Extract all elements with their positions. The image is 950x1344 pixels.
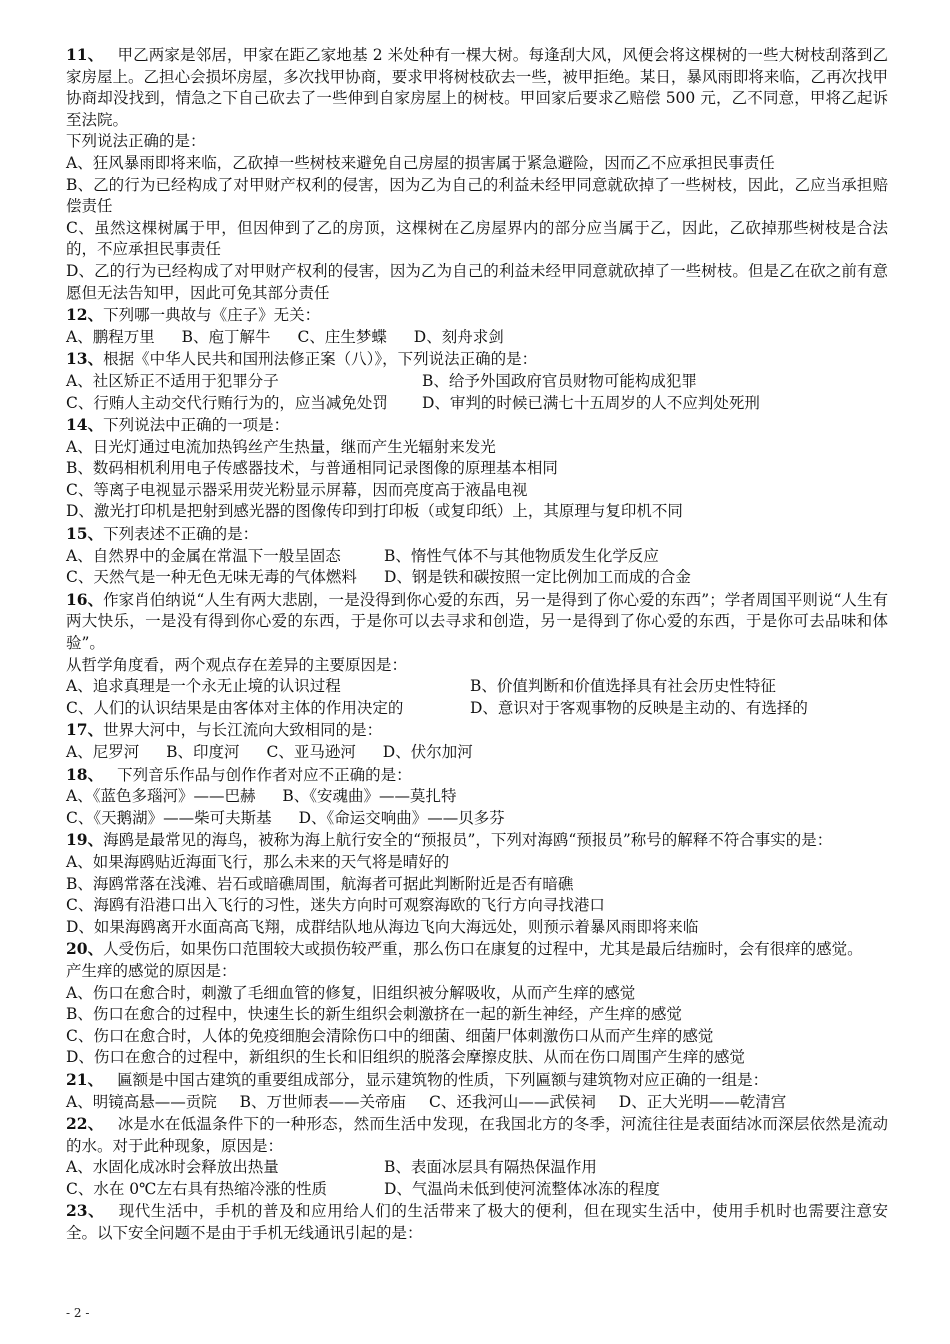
question-12 xyxy=(66,304,888,327)
options-row xyxy=(66,698,888,720)
question-stem: 甲乙两家是邻居，甲家在距乙家地基 2 米处种有一棵大树。每逢刮大风，风便会将这棵树的一些大树枝刮落到乙家房屋上。乙担心会损坏房屋，多次找甲协商，要求甲将树枝砍去一些，被甲拒绝。某日，暴风雨即将来临，乙再次找甲协商却没找到，情急之下自己砍去了一些伸到自家房屋上的树枝。甲回家后要求乙赔偿 500 元，乙不同意，甲将乙起诉至法院。 xyxy=(66,46,888,129)
question-stem: 下列哪一典故与《庄子》无关： xyxy=(103,306,321,325)
option-c: C、亚马逊河 xyxy=(266,743,356,761)
question-15 xyxy=(66,523,888,546)
question-stem: 下列表述不正确的是： xyxy=(103,525,259,544)
option-a: A、《蓝色多瑙河》——巴赫 xyxy=(66,787,256,806)
question-11 xyxy=(66,44,888,131)
option-b: B、表面冰层具有隔热保温作用 xyxy=(384,1158,597,1177)
option-b: B、乙的行为已经构成了对甲财产权利的侵害，因为乙为自己的利益未经甲同意就砍掉了一些树枝，因此，乙应当承担赔偿责任 xyxy=(66,175,888,216)
option-c: C、虽然这棵树属于甲，但因伸到了乙的房顶，这棵树在乙房屋界内的部分应当属于乙，因此，乙砍掉那些树枝是合法的，不应承担民事责任 xyxy=(66,218,888,259)
option-a: A、伤口在愈合时，刺激了毛细血管的修复，旧组织被分解吸收，从而产生痒的感觉 xyxy=(66,983,636,1002)
option-a: A、如果海鸥贴近海面飞行，那么未来的天气将是晴好的 xyxy=(66,852,450,871)
option-c: C、《天鹅湖》——柴可夫斯基 xyxy=(66,808,272,827)
option-c: C、人们的认识结果是由客体对主体的作用决定的 xyxy=(66,698,404,717)
option-d: D、审判的时候已满七十五周岁的人不应判处死刑 xyxy=(422,393,760,412)
question-21 xyxy=(66,1069,888,1092)
option-c: C、等离子电视显示器采用荧光粉显示屏幕，因而亮度高于液晶电视 xyxy=(66,480,528,499)
option-b: B、万世师表——关帝庙 xyxy=(239,1092,407,1111)
option-b: B、惰性气体不与其他物质发生化学反应 xyxy=(384,546,659,565)
question-number: 14、 xyxy=(66,415,104,435)
option-d: D、乙的行为已经构成了对甲财产权利的侵害，因为乙为自己的利益未经甲同意就砍掉了一些树枝。但是乙在砍之前有意愿但无法告知甲，因此可免其部分责任 xyxy=(66,261,888,302)
question-stem: 下列说法中正确的一项是： xyxy=(103,416,290,435)
question-number: 15、 xyxy=(66,524,104,544)
question-stem: 匾额是中国古建筑的重要组成部分，显示建筑物的性质，下列匾额与建筑物对应正确的一组是： xyxy=(117,1070,769,1089)
options-row xyxy=(66,786,888,808)
option-c: C、庄生梦蝶 xyxy=(297,327,387,346)
question-16 xyxy=(66,589,888,655)
question-number: 18、 xyxy=(66,764,104,784)
option-b: B、印度河 xyxy=(166,743,240,761)
option-a: A、狂风暴雨即将来临，乙砍掉一些树枝来避免自己房屋的损害属于紧急避险，因而乙不应承担民事责任 xyxy=(66,153,775,172)
question-stem: 海鸥是最常见的海鸟，被称为海上航行安全的“预报员”，下列对海鸥“预报员”称号的解释不符合事实的是： xyxy=(103,831,833,850)
option-c: C、海鸥有沿港口出入飞行的习性，迷失方向时可观察海欧的飞行方向寻找港口 xyxy=(66,896,605,915)
question-19 xyxy=(66,829,888,852)
option-d: D、正大光明——乾清宫 xyxy=(618,1092,787,1111)
question-number: 23、 xyxy=(66,1201,105,1221)
option-b: B、价值判断和价值选择具有社会历史性特征 xyxy=(470,677,776,696)
option-d: D、意识对于客观事物的反映是主动的、有选择的 xyxy=(470,698,808,717)
option-d: D、伤口在愈合的过程中，新组织的生长和旧组织的脱落会摩擦皮肤、从而在伤口周围产生痒的感觉 xyxy=(66,1048,745,1067)
option-d: D、气温尚未低到使河流整体冰冻的程度 xyxy=(384,1179,660,1198)
options-row xyxy=(66,393,888,415)
option-a: A、追求真理是一个永无止境的认识过程 xyxy=(66,677,341,696)
option-a: A、社区矫正不适用于犯罪分子 xyxy=(66,371,279,390)
question-14 xyxy=(66,414,888,437)
question-prompt: 产生痒的感觉的原因是： xyxy=(66,961,237,980)
question-17 xyxy=(66,719,888,742)
question-number: 12、 xyxy=(66,305,104,325)
option-d: D、激光打印机是把射到感光器的图像传印到打印板（或复印纸）上，其原理与复印机不同 xyxy=(66,502,683,521)
question-stem: 世界大河中，与长江流向大致相同的是： xyxy=(103,721,383,740)
question-13 xyxy=(66,348,888,371)
page-number: - 2 - xyxy=(66,1306,90,1320)
question-stem: 冰是水在低温条件下的一种形态，然而生活中发现，在我国北方的冬季，河流往往是表面结冰而深层依然是流动的水。对于此种现象，原因是： xyxy=(66,1115,888,1155)
question-22 xyxy=(66,1113,888,1157)
option-a: A、自然界中的金属在常温下一般呈固态 xyxy=(66,546,341,565)
options-row xyxy=(66,1157,888,1179)
options-row xyxy=(66,808,888,830)
question-prompt: 下列说法正确的是： xyxy=(66,132,206,151)
options-row xyxy=(66,1179,888,1201)
option-c: C、伤口在愈合时，人体的免疫细胞会清除伤口中的细菌、细菌尸体刺激伤口从而产生痒的感觉 xyxy=(66,1026,714,1045)
option-a: A、尼罗河 xyxy=(66,743,140,761)
question-stem: 根据《中华人民共和国刑法修正案（八）》，下列说法正确的是： xyxy=(103,350,538,369)
option-b: B、《安魂曲》——莫扎特 xyxy=(282,787,457,806)
question-stem: 人受伤后，如果伤口范围较大或损伤较严重，那么伤口在康复的过程中，尤其是最后结痂时，会有很痒的感觉。 xyxy=(103,940,863,959)
options-row xyxy=(66,567,888,589)
question-page xyxy=(66,44,888,1245)
option-a: A、明镜高悬——贡院 xyxy=(66,1092,217,1111)
options-row xyxy=(66,742,888,764)
options-row xyxy=(66,1092,888,1114)
question-number: 17、 xyxy=(66,720,104,740)
option-d: D、钢是铁和碳按照一定比例加工而成的合金 xyxy=(384,568,691,587)
option-b: B、伤口在愈合的过程中，快速生长的新生组织会刺激挤在一起的新生神经，产生痒的感觉 xyxy=(66,1005,682,1024)
option-a: A、日光灯通过电流加热钨丝产生热量，继而产生光辐射来发光 xyxy=(66,437,496,456)
options-row xyxy=(66,327,888,349)
option-b: B、庖丁解牛 xyxy=(181,327,271,346)
question-number: 16、 xyxy=(66,589,104,609)
option-a: A、水固化成冰时会释放出热量 xyxy=(66,1158,279,1177)
option-b: B、给予外国政府官员财物可能构成犯罪 xyxy=(422,371,697,390)
option-c: C、天然气是一种无色无味无毒的气体燃料 xyxy=(66,568,357,587)
option-b: B、海鸥常落在浅滩、岩石或暗礁周围，航海者可据此判断附近是否有暗礁 xyxy=(66,874,574,893)
question-stem: 下列音乐作品与创作作者对应不正确的是： xyxy=(117,765,412,784)
question-number: 19、 xyxy=(66,830,104,850)
options-row xyxy=(66,676,888,698)
question-20 xyxy=(66,938,888,961)
option-d: D、《命运交响曲》——贝多芬 xyxy=(298,808,505,827)
question-number: 22、 xyxy=(66,1114,104,1134)
option-d: D、刻舟求剑 xyxy=(413,327,504,346)
question-23 xyxy=(66,1200,888,1244)
options-row xyxy=(66,546,888,568)
option-c: C、行贿人主动交代行贿行为的，应当减免处罚 xyxy=(66,393,388,412)
option-c: C、水在 0℃左右具有热缩冷涨的性质 xyxy=(66,1179,327,1198)
question-18 xyxy=(66,764,888,787)
question-stem: 现代生活中，手机的普及和应用给人们的生活带来了极大的便利，但在现实生活中，使用手机时也需要注意安全。以下安全问题不是由于手机无线通讯引起的是： xyxy=(66,1202,888,1243)
question-number: 21、 xyxy=(66,1069,104,1089)
option-c: C、还我河山——武侯祠 xyxy=(428,1092,596,1111)
option-b: B、数码相机利用电子传感器技术，与普通相同记录图像的原理基本相同 xyxy=(66,459,558,478)
question-stem: 作家肖伯纳说“人生有两大悲剧，一是没得到你心爱的东西，另一是得到了你心爱的东西”；学者周国平则说“人生有两大快乐，一是没有得到你心爱的东西，于是你可以去寻求和创造，另一是得到了你心爱的东西，于是你可去品味和体验”。 xyxy=(66,590,888,653)
option-d: D、如果海鸥离开水面高高飞翔，成群结队地从海边飞向大海远处，则预示着暴风雨即将来临 xyxy=(66,917,699,936)
question-number: 20、 xyxy=(66,939,104,959)
option-a: A、鹏程万里 xyxy=(66,327,155,346)
options-row xyxy=(66,371,888,393)
question-number: 11、 xyxy=(66,45,104,64)
option-d: D、伏尔加河 xyxy=(382,743,473,761)
question-prompt: 从哲学角度看，两个观点存在差异的主要原因是： xyxy=(66,655,408,674)
question-number: 13、 xyxy=(66,349,104,369)
